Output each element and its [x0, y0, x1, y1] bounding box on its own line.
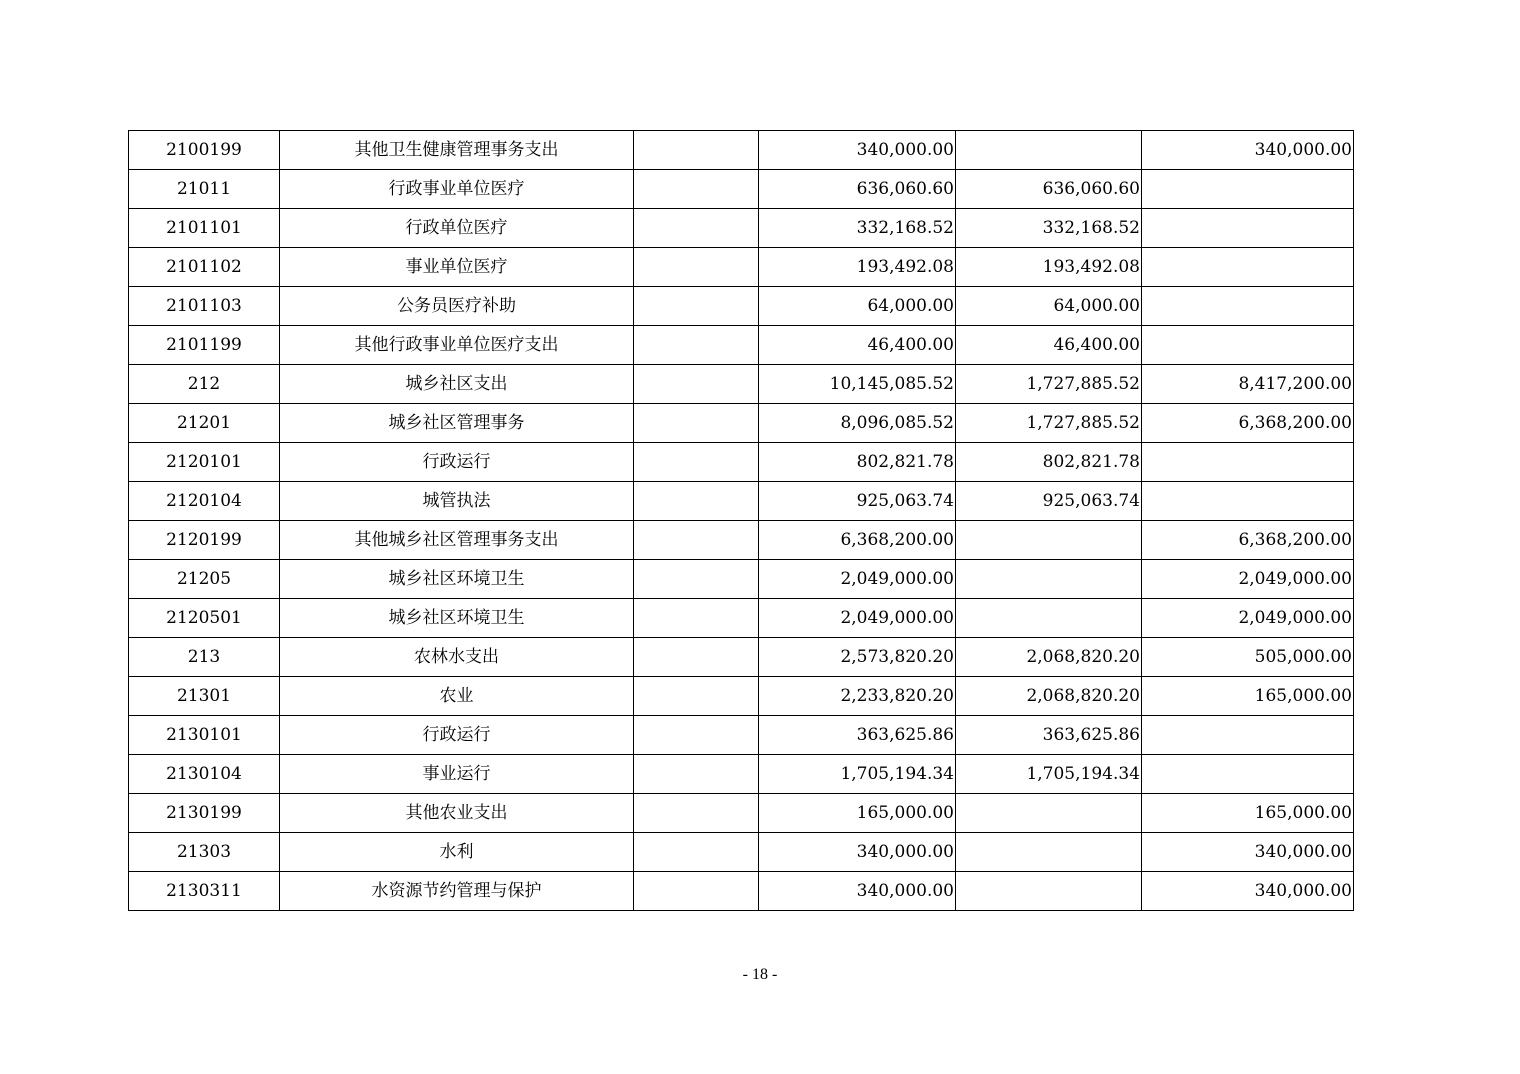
- total-amount-cell: 2,049,000.00: [759, 599, 956, 638]
- basic-expenditure-cell: 64,000.00: [956, 287, 1142, 326]
- total-amount-cell: 165,000.00: [759, 794, 956, 833]
- basic-expenditure-cell: 636,060.60: [956, 170, 1142, 209]
- subject-name-cell: 其他城乡社区管理事务支出: [280, 521, 634, 560]
- subject-name-cell: 农业: [280, 677, 634, 716]
- table-row: [129, 833, 1354, 872]
- total-amount-cell: 802,821.78: [759, 443, 956, 482]
- basic-expenditure-cell: 1,705,194.34: [956, 755, 1142, 794]
- project-expenditure-cell: 8,417,200.00: [1142, 365, 1354, 404]
- blank-cell: [634, 365, 759, 404]
- project-expenditure-cell: 6,368,200.00: [1142, 404, 1354, 443]
- blank-cell: [634, 677, 759, 716]
- basic-expenditure-cell: [956, 872, 1142, 911]
- page-number: - 18 -: [742, 966, 778, 983]
- blank-cell: [634, 443, 759, 482]
- table-row: [129, 248, 1354, 287]
- total-amount-cell: 925,063.74: [759, 482, 956, 521]
- total-amount-cell: 340,000.00: [759, 872, 956, 911]
- table-row: [129, 677, 1354, 716]
- total-amount-cell: 2,049,000.00: [759, 560, 956, 599]
- blank-cell: [634, 131, 759, 170]
- project-expenditure-cell: 165,000.00: [1142, 794, 1354, 833]
- subject-code-cell: 2130311: [129, 872, 280, 911]
- project-expenditure-cell: [1142, 716, 1354, 755]
- subject-code-cell: 212: [129, 365, 280, 404]
- table-row: [129, 326, 1354, 365]
- total-amount-cell: 340,000.00: [759, 131, 956, 170]
- basic-expenditure-cell: [956, 521, 1142, 560]
- blank-cell: [634, 209, 759, 248]
- table-row: [129, 638, 1354, 677]
- subject-code-cell: 2120104: [129, 482, 280, 521]
- table-row: [129, 794, 1354, 833]
- subject-code-cell: 2100199: [129, 131, 280, 170]
- basic-expenditure-cell: 2,068,820.20: [956, 638, 1142, 677]
- total-amount-cell: 332,168.52: [759, 209, 956, 248]
- table-row: [129, 365, 1354, 404]
- blank-cell: [634, 560, 759, 599]
- subject-code-cell: 2101199: [129, 326, 280, 365]
- subject-name-cell: 公务员医疗补助: [280, 287, 634, 326]
- subject-name-cell: 城乡社区支出: [280, 365, 634, 404]
- table-row: [129, 131, 1354, 170]
- subject-name-cell: 城乡社区管理事务: [280, 404, 634, 443]
- project-expenditure-cell: [1142, 248, 1354, 287]
- project-expenditure-cell: [1142, 326, 1354, 365]
- blank-cell: [634, 248, 759, 287]
- basic-expenditure-cell: [956, 794, 1142, 833]
- subject-code-cell: 2130104: [129, 755, 280, 794]
- subject-name-cell: 其他卫生健康管理事务支出: [280, 131, 634, 170]
- basic-expenditure-cell: 925,063.74: [956, 482, 1142, 521]
- subject-name-cell: 城管执法: [280, 482, 634, 521]
- subject-code-cell: 21201: [129, 404, 280, 443]
- subject-code-cell: 2120101: [129, 443, 280, 482]
- total-amount-cell: 6,368,200.00: [759, 521, 956, 560]
- subject-code-cell: 2120199: [129, 521, 280, 560]
- basic-expenditure-cell: 1,727,885.52: [956, 404, 1142, 443]
- basic-expenditure-cell: [956, 131, 1142, 170]
- basic-expenditure-cell: 2,068,820.20: [956, 677, 1142, 716]
- project-expenditure-cell: [1142, 755, 1354, 794]
- blank-cell: [634, 833, 759, 872]
- table-row: [129, 404, 1354, 443]
- subject-code-cell: 2101101: [129, 209, 280, 248]
- blank-cell: [634, 482, 759, 521]
- basic-expenditure-cell: [956, 560, 1142, 599]
- project-expenditure-cell: 340,000.00: [1142, 833, 1354, 872]
- basic-expenditure-cell: 332,168.52: [956, 209, 1142, 248]
- subject-code-cell: 21011: [129, 170, 280, 209]
- basic-expenditure-cell: 1,727,885.52: [956, 365, 1142, 404]
- basic-expenditure-cell: [956, 599, 1142, 638]
- subject-name-cell: 水资源节约管理与保护: [280, 872, 634, 911]
- blank-cell: [634, 170, 759, 209]
- total-amount-cell: 2,573,820.20: [759, 638, 956, 677]
- total-amount-cell: 340,000.00: [759, 833, 956, 872]
- table-row: [129, 209, 1354, 248]
- total-amount-cell: 1,705,194.34: [759, 755, 956, 794]
- subject-name-cell: 事业单位医疗: [280, 248, 634, 287]
- blank-cell: [634, 638, 759, 677]
- table-row: [129, 287, 1354, 326]
- table-row: [129, 170, 1354, 209]
- total-amount-cell: 2,233,820.20: [759, 677, 956, 716]
- blank-cell: [634, 716, 759, 755]
- project-expenditure-cell: 340,000.00: [1142, 872, 1354, 911]
- basic-expenditure-cell: [956, 833, 1142, 872]
- blank-cell: [634, 794, 759, 833]
- blank-cell: [634, 872, 759, 911]
- basic-expenditure-cell: 46,400.00: [956, 326, 1142, 365]
- project-expenditure-cell: [1142, 443, 1354, 482]
- project-expenditure-cell: [1142, 482, 1354, 521]
- subject-code-cell: 2101103: [129, 287, 280, 326]
- subject-name-cell: 行政事业单位医疗: [280, 170, 634, 209]
- table-row: [129, 872, 1354, 911]
- subject-name-cell: 事业运行: [280, 755, 634, 794]
- table-row: [129, 560, 1354, 599]
- table-row: [129, 755, 1354, 794]
- blank-cell: [634, 755, 759, 794]
- subject-code-cell: 21303: [129, 833, 280, 872]
- total-amount-cell: 363,625.86: [759, 716, 956, 755]
- subject-code-cell: 21205: [129, 560, 280, 599]
- blank-cell: [634, 326, 759, 365]
- subject-name-cell: 其他农业支出: [280, 794, 634, 833]
- subject-name-cell: 行政单位医疗: [280, 209, 634, 248]
- project-expenditure-cell: [1142, 287, 1354, 326]
- blank-cell: [634, 287, 759, 326]
- total-amount-cell: 46,400.00: [759, 326, 956, 365]
- subject-name-cell: 水利: [280, 833, 634, 872]
- subject-name-cell: 行政运行: [280, 716, 634, 755]
- basic-expenditure-cell: 802,821.78: [956, 443, 1142, 482]
- budget-table: [128, 130, 1354, 911]
- subject-code-cell: 213: [129, 638, 280, 677]
- project-expenditure-cell: 340,000.00: [1142, 131, 1354, 170]
- project-expenditure-cell: [1142, 170, 1354, 209]
- table-row: [129, 482, 1354, 521]
- project-expenditure-cell: 2,049,000.00: [1142, 560, 1354, 599]
- subject-name-cell: 行政运行: [280, 443, 634, 482]
- table-row: [129, 599, 1354, 638]
- subject-code-cell: 2101102: [129, 248, 280, 287]
- blank-cell: [634, 599, 759, 638]
- table-row: [129, 521, 1354, 560]
- blank-cell: [634, 521, 759, 560]
- total-amount-cell: 10,145,085.52: [759, 365, 956, 404]
- subject-code-cell: 2130199: [129, 794, 280, 833]
- subject-code-cell: 2120501: [129, 599, 280, 638]
- table-row: [129, 443, 1354, 482]
- subject-name-cell: 城乡社区环境卫生: [280, 599, 634, 638]
- table-body: [129, 131, 1354, 911]
- project-expenditure-cell: 165,000.00: [1142, 677, 1354, 716]
- table-row: [129, 716, 1354, 755]
- project-expenditure-cell: 6,368,200.00: [1142, 521, 1354, 560]
- total-amount-cell: 636,060.60: [759, 170, 956, 209]
- total-amount-cell: 8,096,085.52: [759, 404, 956, 443]
- subject-name-cell: 城乡社区环境卫生: [280, 560, 634, 599]
- total-amount-cell: 64,000.00: [759, 287, 956, 326]
- subject-name-cell: 其他行政事业单位医疗支出: [280, 326, 634, 365]
- project-expenditure-cell: 2,049,000.00: [1142, 599, 1354, 638]
- blank-cell: [634, 404, 759, 443]
- subject-code-cell: 21301: [129, 677, 280, 716]
- project-expenditure-cell: [1142, 209, 1354, 248]
- subject-name-cell: 农林水支出: [280, 638, 634, 677]
- total-amount-cell: 193,492.08: [759, 248, 956, 287]
- basic-expenditure-cell: 363,625.86: [956, 716, 1142, 755]
- basic-expenditure-cell: 193,492.08: [956, 248, 1142, 287]
- project-expenditure-cell: 505,000.00: [1142, 638, 1354, 677]
- subject-code-cell: 2130101: [129, 716, 280, 755]
